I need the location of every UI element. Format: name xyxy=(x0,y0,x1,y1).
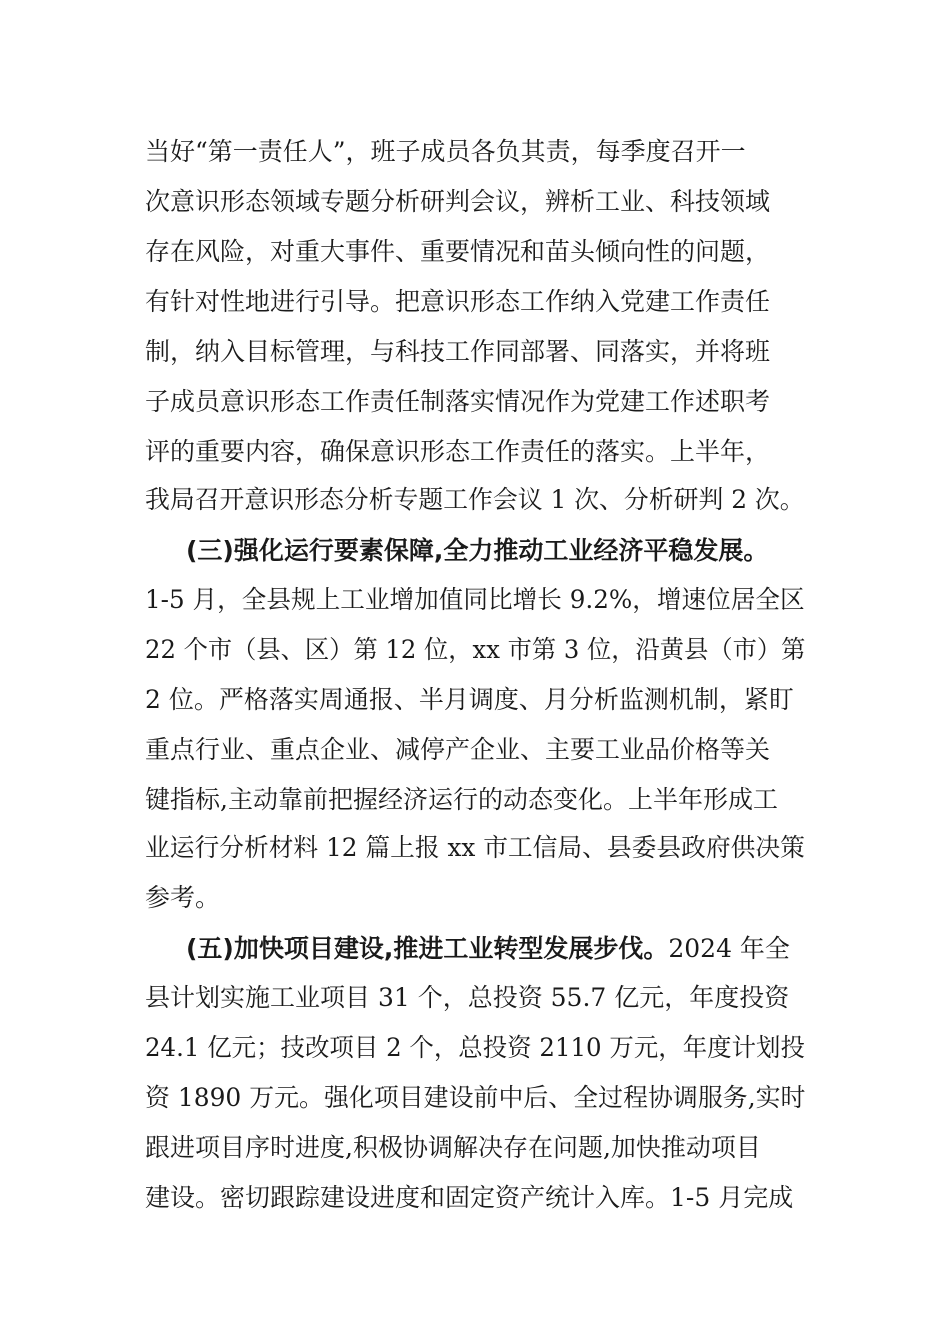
paragraph-line: 子成员意识形态工作责任制落实情况作为党建工作述职考 xyxy=(145,387,771,416)
section-heading-tail: 2024 年全 xyxy=(668,934,790,963)
paragraph-line: 2 位。严格落实周通报、半月调度、月分析监测机制，紧盯 xyxy=(145,685,794,714)
section-heading: (三)强化运行要素保障,全力推动工业经济平稳发展。 xyxy=(186,536,769,565)
paragraph-line: 资 1890 万元。强化项目建设前中后、全过程协调服务,实时 xyxy=(145,1083,806,1112)
paragraph-line: 1-5 月，全县规上工业增加值同比增长 9.2%，增速位居全区 xyxy=(145,585,805,614)
paragraph-line: 评的重要内容，确保意识形态工作责任的落实。上半年， xyxy=(145,437,771,466)
paragraph-line: 业运行分析材料 12 篇上报 xx 市工信局、县委县政府供决策 xyxy=(145,833,805,862)
paragraph-line: 制，纳入目标管理，与科技工作同部署、同落实，并将班 xyxy=(145,337,771,366)
section-heading-line xyxy=(186,933,790,965)
paragraph-line: 重点行业、重点企业、减停产企业、主要工业品价格等关 xyxy=(145,735,771,764)
paragraph-line: 次意识形态领域专题分析研判会议，辨析工业、科技领域 xyxy=(145,187,771,216)
paragraph-line: 县计划实施工业项目 31 个，总投资 55.7 亿元，年度投资 xyxy=(145,983,790,1012)
paragraph-line: 有针对性地进行引导。把意识形态工作纳入党建工作责任 xyxy=(145,287,771,316)
section-heading: (五)加快项目建设,推进工业转型发展步伐。 xyxy=(186,934,669,963)
paragraph-line: 建设。密切跟踪建设进度和固定资产统计入库。1-5 月完成 xyxy=(145,1183,794,1212)
paragraph-line: 存在风险，对重大事件、重要情况和苗头倾向性的问题， xyxy=(145,237,771,266)
paragraph-line: 参考。 xyxy=(145,883,221,912)
paragraph-line: 24.1 亿元；技改项目 2 个，总投资 2110 万元，年度计划投 xyxy=(145,1033,805,1062)
paragraph-line: 跟进项目序时进度,积极协调解决存在问题,加快推动项目 xyxy=(145,1133,761,1162)
paragraph-line: 22 个市（县、区）第 12 位，xx 市第 3 位，沿黄县（市）第 xyxy=(145,635,806,664)
paragraph-line: 我局召开意识形态分析专题工作会议 1 次、分析研判 2 次。 xyxy=(145,485,805,514)
paragraph-line: 键指标,主动靠前把握经济运行的动态变化。上半年形成工 xyxy=(145,785,778,814)
paragraph-line: 当好“第一责任人”，班子成员各负其责，每季度召开一 xyxy=(145,137,746,166)
